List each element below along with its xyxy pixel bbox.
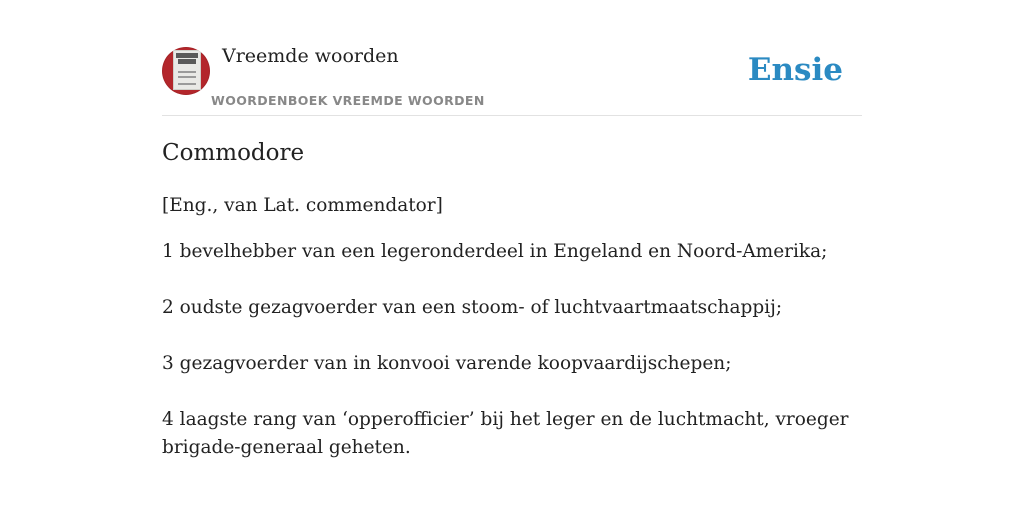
book-cover-icon — [173, 50, 201, 90]
dictionary-subtitle[interactable]: WOORDENBOEK VREEMDE WOORDEN — [211, 93, 485, 108]
dictionary-avatar[interactable] — [162, 47, 210, 95]
definition-item: 2 oudste gezagvoerder van een stoom- of luchtvaartmaatschappij; — [162, 297, 783, 318]
entry-etymology: [Eng., van Lat. commendator] — [162, 195, 443, 216]
definition-item: 1 bevelhebber van een legeronderdeel in Engeland en Noord-Amerika; — [162, 241, 828, 262]
definition-item: 4 laagste rang van ‘opperofficier’ bij het leger en de luchtmacht, vroeger brigade-generaal geheten. — [162, 409, 849, 458]
entry-headword: Commodore — [162, 140, 305, 166]
header-divider — [162, 115, 862, 116]
dictionary-title[interactable]: Vreemde woorden — [222, 45, 399, 67]
definition-list — [162, 238, 864, 490]
ensie-logo[interactable]: Ensie — [747, 52, 843, 88]
definition-item: 3 gezagvoerder van in konvooi varende koopvaardijschepen; — [162, 353, 732, 374]
